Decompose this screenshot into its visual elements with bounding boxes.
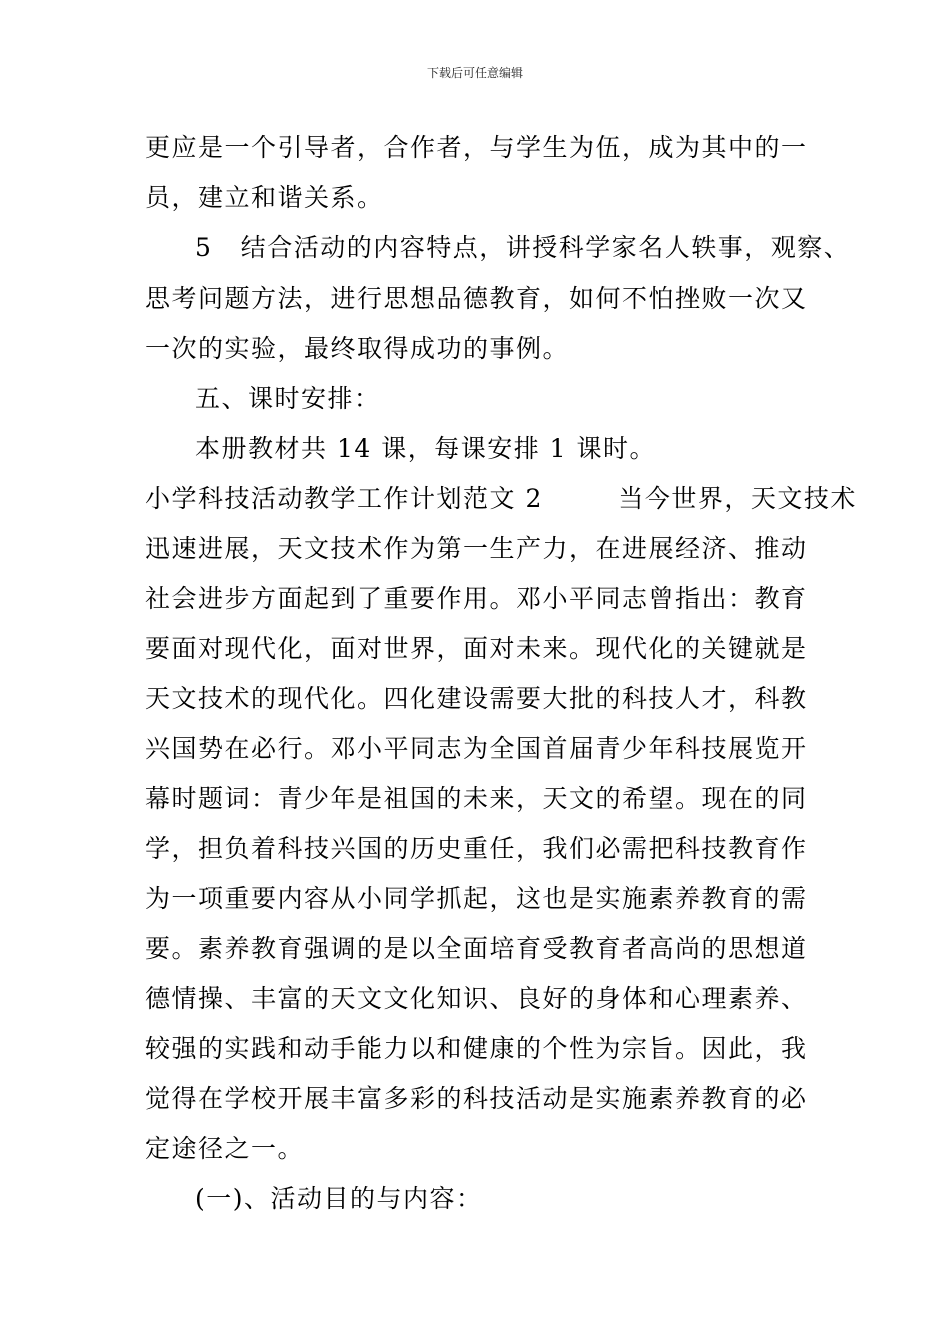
paragraph-line: 德情操、丰富的天文文化知识、良好的身体和心理素养、 — [145, 984, 808, 1013]
paragraph-line: 天文技术的现代化。四化建设需要大批的科技人才，科教 — [145, 684, 808, 713]
paragraph-line: 一次的实验，最终取得成功的事例。 — [145, 334, 570, 363]
paragraph-line: 要面对现代化，面对世界，面对未来。现代化的关键就是 — [145, 634, 808, 663]
section-heading: 五、课时安排： — [195, 384, 381, 413]
paragraph-line: 学，担负着科技兴国的历史重任，我们必需把科技教育作 — [145, 834, 808, 863]
paragraph-line: 幕时题词：青少年是祖国的未来，天文的希望。现在的同 — [145, 784, 808, 813]
paragraph-line: 定途径之一。 — [145, 1134, 305, 1163]
paragraph-line: 思考问题方法，进行思想品德教育，如何不怕挫败一次又 — [145, 284, 808, 313]
paragraph-line: 小学科技活动教学工作计划范文 2 当今世界，天文技术 — [145, 484, 857, 513]
paragraph-line: 为一项重要内容从小同学抓起，这也是实施素养教育的需 — [145, 884, 808, 913]
paragraph-line: 更应是一个引导者，合作者，与学生为伍，成为其中的一 — [145, 133, 808, 162]
paragraph-line: 兴国势在必行。邓小平同志为全国首届青少年科技展览开 — [145, 734, 808, 763]
section-heading: (一)、活动目的与内容： — [195, 1184, 483, 1213]
page-header-caption: 下载后可任意编辑 — [426, 66, 523, 80]
paragraph-line: 要。素养教育强调的是以全面培育受教育者高尚的思想道 — [145, 934, 808, 963]
paragraph-line: 迅速进展，天文技术作为第一生产力，在进展经济、推动 — [145, 534, 808, 563]
paragraph-line: 较强的实践和动手能力以和健康的个性为宗旨。因此，我 — [145, 1034, 808, 1063]
paragraph-line: 社会进步方面起到了重要作用。邓小平同志曾指出：教育 — [145, 584, 808, 613]
paragraph-line: 本册教材共 14 课，每课安排 1 课时。 — [195, 434, 657, 463]
paragraph-line: 员，建立和谐关系。 — [145, 183, 384, 212]
paragraph-line: 觉得在学校开展丰富多彩的科技活动是实施素养教育的必 — [145, 1084, 808, 1113]
paragraph-line: 5 结合活动的内容特点，讲授科学家名人轶事，观察、 — [195, 233, 851, 262]
